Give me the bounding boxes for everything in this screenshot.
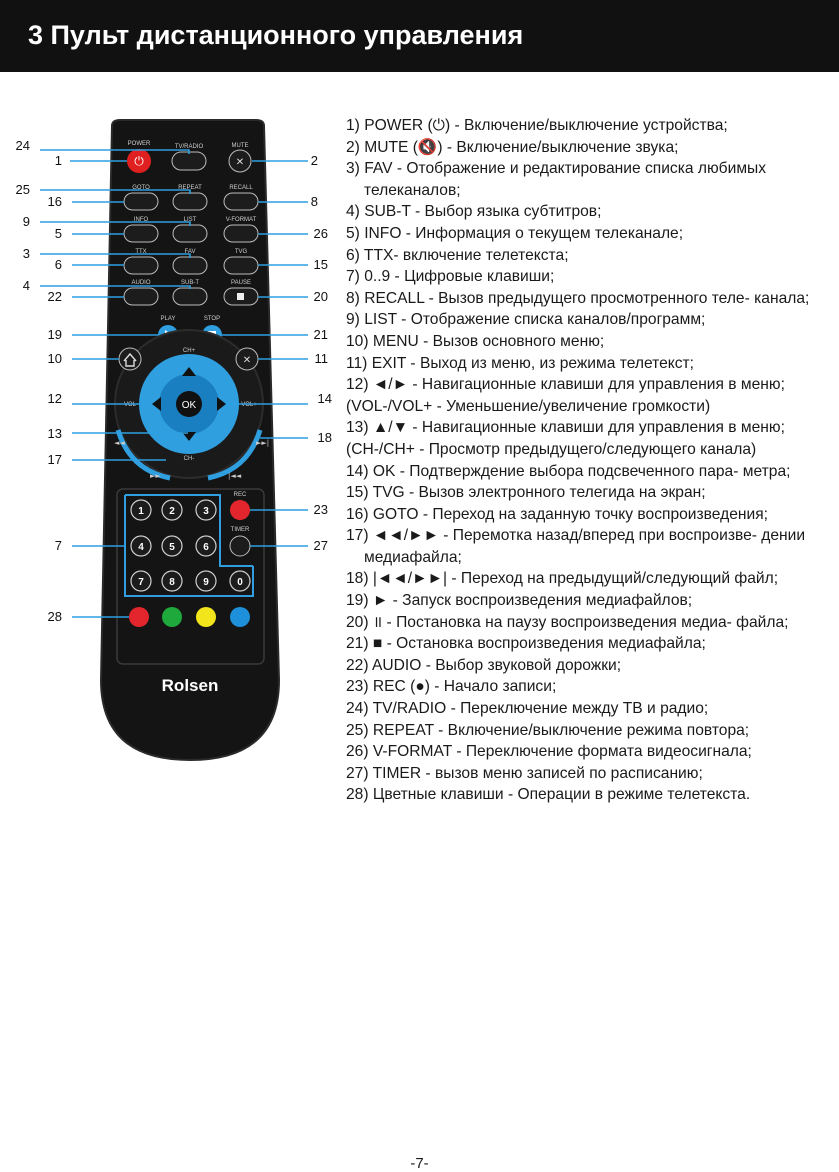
description-item: 13) ▲/▼ - Навигационные клавиши для управления в меню;	[346, 419, 785, 437]
info-button	[124, 225, 158, 242]
fav-label: FAV	[184, 249, 196, 255]
description-item: 23) REC (●) - Начало записи;	[346, 678, 557, 696]
callout-number: 18	[317, 430, 332, 445]
description-item: 21) ■ - Остановка воспроизведения медиафайла;	[346, 635, 706, 653]
red-button	[129, 607, 149, 627]
description-item: 25) REPEAT - Включение/выключение режима повтора;	[346, 721, 750, 739]
description-item: (CH-/CH+ - Просмотр предыдущего/следующего канала)	[346, 440, 757, 458]
callout-number: 13	[47, 426, 62, 441]
callout-number: 4	[22, 278, 30, 293]
audio-label: AUDIO	[131, 280, 151, 286]
description-item: 10) MENU - Вызов основного меню;	[346, 332, 605, 350]
sub-t-button	[173, 288, 207, 305]
page-title: 3 Пульт дистанционного управления	[28, 20, 524, 50]
ch-minus-label: CH-	[183, 456, 195, 462]
description-list	[346, 115, 836, 806]
description-item: 7) 0..9 - Цифровые клавиши;	[346, 268, 555, 286]
blue-button	[230, 607, 250, 627]
pause-icon	[237, 293, 244, 300]
description-item: 16) GOTO - Переход на заданную точку воспроизведения;	[346, 505, 768, 523]
callout-number: 27	[313, 538, 328, 553]
description-item: 28) Цветные клавиши - Операции в режиме телетекста.	[346, 786, 751, 804]
callout-number: 23	[313, 502, 328, 517]
exit-icon: ✕	[242, 355, 252, 366]
ok-label: OK	[181, 400, 197, 411]
mute-label: MUTE	[231, 143, 249, 149]
callout-number: 8	[310, 194, 318, 209]
tvg-label: TVG	[234, 249, 248, 255]
callout-number: 11	[314, 351, 328, 366]
description-item: 12) ◄/► - Навигационные клавиши для управления в меню;	[346, 376, 785, 394]
callout-number: 24	[15, 138, 30, 153]
callout-number: 16	[47, 194, 62, 209]
description-item: (VOL-/VOL+ - Уменьшение/увеличение громкости)	[346, 397, 711, 415]
tvg-button	[224, 257, 258, 274]
next-track-icon: ►►|	[256, 439, 270, 447]
description-item: 26) V-FORMAT - Переключение формата видеосигнала;	[346, 743, 752, 761]
callout-number: 22	[47, 289, 62, 304]
repeat-button	[173, 193, 207, 210]
callout-number: 3	[22, 246, 30, 261]
description-item: 8) RECALL - Вызов предыдущего просмотренного теле- канала;	[346, 289, 810, 307]
description-item: 22) AUDIO - Выбор звуковой дорожки;	[346, 656, 622, 674]
digit-label: 4	[138, 542, 144, 553]
callout-number: 5	[54, 226, 62, 241]
goto-label: GOTO	[132, 185, 150, 191]
tv-radio-label: TV/RADIO	[174, 144, 204, 150]
description-item: 14) OK - Подтверждение выбора подсвеченного пара- метра;	[346, 462, 791, 480]
ch-plus-label: CH+	[182, 348, 196, 354]
callout-number: 7	[54, 538, 62, 553]
digit-label: 9	[203, 577, 209, 588]
description-item: 19) ► - Запуск воспроизведения медиафайлов;	[346, 592, 693, 610]
callout-number: 10	[47, 351, 62, 366]
goto-button	[124, 193, 158, 210]
callout-number: 28	[47, 609, 62, 624]
callout-number: 26	[313, 226, 328, 241]
digit-label: 7	[138, 577, 144, 588]
callout-number: 14	[317, 391, 332, 406]
ttx-label: TTX	[135, 249, 147, 255]
pause-label: PAUSE	[231, 280, 251, 286]
callout-number: 19	[47, 327, 62, 342]
mute-icon: ✕	[235, 157, 245, 168]
vol-minus-label: VOL-	[123, 402, 139, 408]
digit-label: 1	[138, 506, 144, 517]
brand-logo: Rolsen	[161, 676, 219, 695]
v-format-button	[224, 225, 258, 242]
rec-label: REC	[233, 492, 247, 498]
tv-radio-button	[172, 152, 206, 170]
callout-number: 12	[47, 391, 62, 406]
description-item: 17) ◄◄/►► - Перемотка назад/вперед при воспроизве- дении медиафайла;	[346, 527, 806, 566]
description-item: 3) FAV - Отображение и редактирование списка любимых телеканалов;	[346, 160, 767, 199]
description-item: 4) SUB-T - Выбор языка субтитров;	[346, 203, 602, 221]
v-format-label: V-FORMAT	[225, 217, 257, 223]
recall-label: RECALL	[229, 185, 253, 191]
power-icon: ⏻	[134, 154, 144, 168]
list-button	[173, 225, 207, 242]
description-item: 15) TVG - Вызов электронного телегида на экран;	[346, 484, 706, 502]
digit-label: 3	[203, 506, 209, 517]
recall-button	[224, 193, 258, 210]
digit-label: 8	[169, 577, 175, 588]
digit-label: 2	[169, 506, 175, 517]
digit-label: 0	[237, 577, 243, 588]
vol-plus-label: VOL+	[241, 402, 257, 408]
repeat-label: REPEAT	[178, 185, 202, 191]
green-button	[162, 607, 182, 627]
callout-number: 9	[22, 214, 30, 229]
digit-label: 5	[169, 542, 175, 553]
play-label: PLAY	[160, 316, 176, 322]
page-number: -7-	[410, 1155, 429, 1172]
description-item: 11) EXIT - Выход из меню, из режима телетекст;	[346, 354, 695, 372]
callout-number: 15	[313, 257, 328, 272]
ttx-button	[124, 257, 158, 274]
description-item: 1) POWER (⏻) - Включение/выключение устройства;	[346, 117, 728, 134]
callout-number: 25	[15, 182, 30, 197]
description-item: 2) MUTE (🔇) - Включение/выключение звука;	[346, 138, 679, 156]
rewind-icon: ◄◄	[114, 439, 125, 447]
yellow-button	[196, 607, 216, 627]
list-label: LIST	[183, 217, 197, 223]
description-item: 20) ॥ - Постановка на паузу воспроизведения медиа- файла;	[346, 613, 789, 631]
description-item: 18) |◄◄/►►| - Переход на предыдущий/следующий файл;	[346, 570, 779, 588]
fav-button	[173, 257, 207, 274]
audio-button	[124, 288, 158, 305]
callout-number: 2	[310, 153, 318, 168]
callout-number: 1	[54, 153, 62, 168]
timer-button	[230, 536, 250, 556]
fast-forward-icon: ►►	[150, 472, 161, 480]
description-item: 6) TTX- включение телетекста;	[346, 246, 569, 264]
callout-number: 21	[313, 327, 328, 342]
prev-track-icon: |◄◄	[228, 472, 242, 480]
callout-number: 6	[54, 257, 62, 272]
rec-button	[230, 500, 250, 520]
sub-t-label: SUB-T	[181, 280, 199, 286]
stop-label: STOP	[203, 316, 221, 322]
info-label: INFO	[133, 217, 149, 223]
description-item: 24) TV/RADIO - Переключение между ТВ и радио;	[346, 700, 709, 718]
callout-number: 20	[313, 289, 328, 304]
callout-number: 17	[47, 452, 62, 467]
power-label: POWER	[127, 141, 151, 147]
timer-label: TIMER	[230, 527, 250, 533]
description-item: 9) LIST - Отображение списка каналов/программ;	[346, 311, 706, 329]
description-item: 27) TIMER - вызов меню записей по расписанию;	[346, 764, 703, 782]
digit-label: 6	[203, 542, 209, 553]
description-item: 5) INFO - Информация о текущем телеканале;	[346, 224, 684, 242]
